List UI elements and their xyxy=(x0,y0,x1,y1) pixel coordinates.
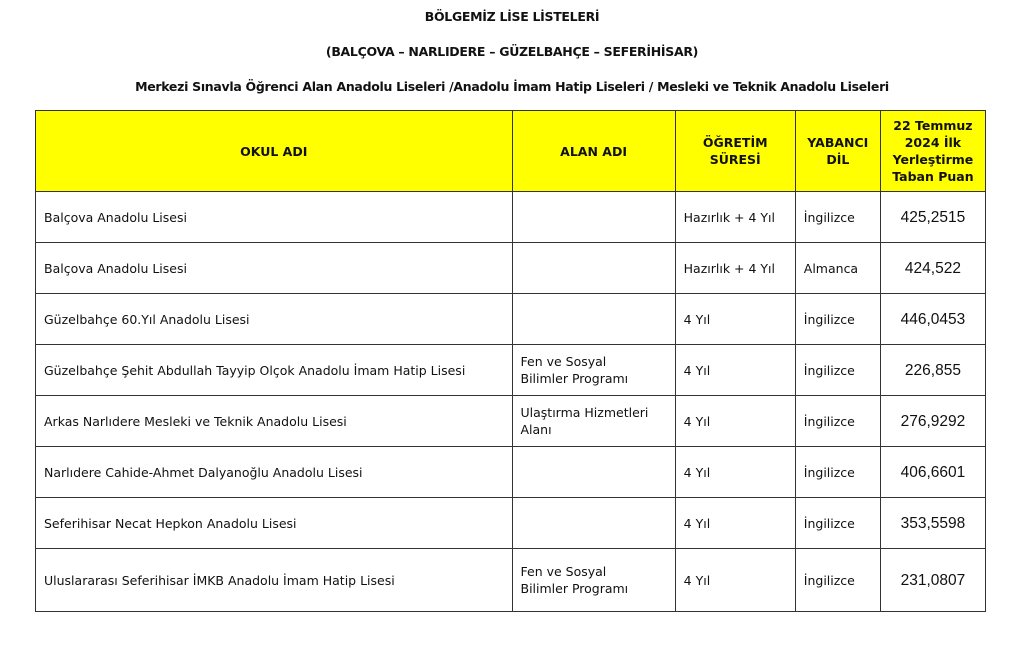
header-text: SÜRESİ xyxy=(709,152,761,167)
document-title: BÖLGEMİZ LİSE LİSTELERİ xyxy=(424,9,600,24)
cell-taban-puan: 353,5598 xyxy=(880,498,985,549)
header-text: Taban Puan xyxy=(892,169,974,184)
header-okul-adi: OKUL ADI xyxy=(36,111,513,192)
cell-yabanci-dil: İngilizce xyxy=(795,345,880,396)
table-header-row xyxy=(36,111,986,192)
table-row xyxy=(36,243,986,294)
table-row xyxy=(36,498,986,549)
table-row xyxy=(36,294,986,345)
cell-yabanci-dil: İngilizce xyxy=(795,396,880,447)
cell-alan-adi xyxy=(512,447,675,498)
cell-yabanci-dil: İngilizce xyxy=(795,447,880,498)
cell-okul-adi: Balçova Anadolu Lisesi xyxy=(36,192,513,243)
cell-text: Bilimler Programı xyxy=(520,371,629,386)
cell-text: Fen ve Sosyal xyxy=(520,354,607,369)
cell-ogretim-suresi: Hazırlık + 4 Yıl xyxy=(675,192,795,243)
cell-okul-adi: Narlıdere Cahide-Ahmet Dalyanoğlu Anadolu Lisesi xyxy=(36,447,513,498)
cell-alan-adi xyxy=(512,498,675,549)
cell-alan-adi xyxy=(512,294,675,345)
cell-alan-adi xyxy=(512,345,675,396)
cell-alan-adi xyxy=(512,192,675,243)
cell-okul-adi: Arkas Narlıdere Mesleki ve Teknik Anadolu Lisesi xyxy=(36,396,513,447)
school-types-subtitle: Merkezi Sınavla Öğrenci Alan Anadolu Liseleri /Anadolu İmam Hatip Liseleri / Mesleki ve Teknik Anadolu Liseleri xyxy=(135,79,889,94)
cell-ogretim-suresi: 4 Yıl xyxy=(675,396,795,447)
cell-ogretim-suresi: 4 Yıl xyxy=(675,345,795,396)
cell-okul-adi: Balçova Anadolu Lisesi xyxy=(36,243,513,294)
cell-yabanci-dil: İngilizce xyxy=(795,192,880,243)
cell-text: Ulaştırma Hizmetleri xyxy=(520,405,649,420)
region-subtitle: (BALÇOVA – NARLIDERE – GÜZELBAHÇE – SEFERİHİSAR) xyxy=(325,44,699,59)
cell-text: Fen ve Sosyal xyxy=(520,564,607,579)
header-text: Yerleştirme xyxy=(892,152,974,167)
cell-ogretim-suresi: 4 Yıl xyxy=(675,447,795,498)
cell-ogretim-suresi: 4 Yıl xyxy=(675,498,795,549)
header-text: ÖĞRETİM xyxy=(702,135,768,150)
table-row xyxy=(36,396,986,447)
cell-taban-puan: 425,2515 xyxy=(880,192,985,243)
table-row xyxy=(36,549,986,612)
cell-okul-adi: Uluslararası Seferihisar İMKB Anadolu İmam Hatip Lisesi xyxy=(36,549,513,612)
header-text: YABANCI xyxy=(807,135,869,150)
cell-alan-adi xyxy=(512,549,675,612)
header-text: 2024 İlk xyxy=(904,135,962,150)
cell-taban-puan: 446,0453 xyxy=(880,294,985,345)
cell-okul-adi: Güzelbahçe Şehit Abdullah Tayyip Olçok Anadolu İmam Hatip Lisesi xyxy=(36,345,513,396)
school-list-table xyxy=(35,110,986,612)
header-alan-adi: ALAN ADI xyxy=(512,111,675,192)
cell-ogretim-suresi: Hazırlık + 4 Yıl xyxy=(675,243,795,294)
cell-taban-puan: 276,9292 xyxy=(880,396,985,447)
header-text: 22 Temmuz xyxy=(893,118,973,133)
table-row xyxy=(36,447,986,498)
cell-okul-adi: Seferihisar Necat Hepkon Anadolu Lisesi xyxy=(36,498,513,549)
cell-alan-adi xyxy=(512,243,675,294)
cell-taban-puan: 424,522 xyxy=(880,243,985,294)
cell-ogretim-suresi: 4 Yıl xyxy=(675,549,795,612)
cell-yabanci-dil: İngilizce xyxy=(795,549,880,612)
cell-alan-adi xyxy=(512,396,675,447)
header-taban-puan xyxy=(880,111,985,192)
header-ogretim-suresi xyxy=(675,111,795,192)
cell-yabanci-dil: İngilizce xyxy=(795,498,880,549)
cell-yabanci-dil: Almanca xyxy=(795,243,880,294)
cell-yabanci-dil: İngilizce xyxy=(795,294,880,345)
cell-text: Bilimler Programı xyxy=(520,581,629,596)
cell-text: Alanı xyxy=(520,422,552,437)
cell-ogretim-suresi: 4 Yıl xyxy=(675,294,795,345)
table-row xyxy=(36,345,986,396)
cell-taban-puan: 406,6601 xyxy=(880,447,985,498)
cell-taban-puan: 226,855 xyxy=(880,345,985,396)
header-yabanci-dil xyxy=(795,111,880,192)
header-text: DİL xyxy=(826,152,850,167)
cell-taban-puan: 231,0807 xyxy=(880,549,985,612)
cell-okul-adi: Güzelbahçe 60.Yıl Anadolu Lisesi xyxy=(36,294,513,345)
table-row xyxy=(36,192,986,243)
